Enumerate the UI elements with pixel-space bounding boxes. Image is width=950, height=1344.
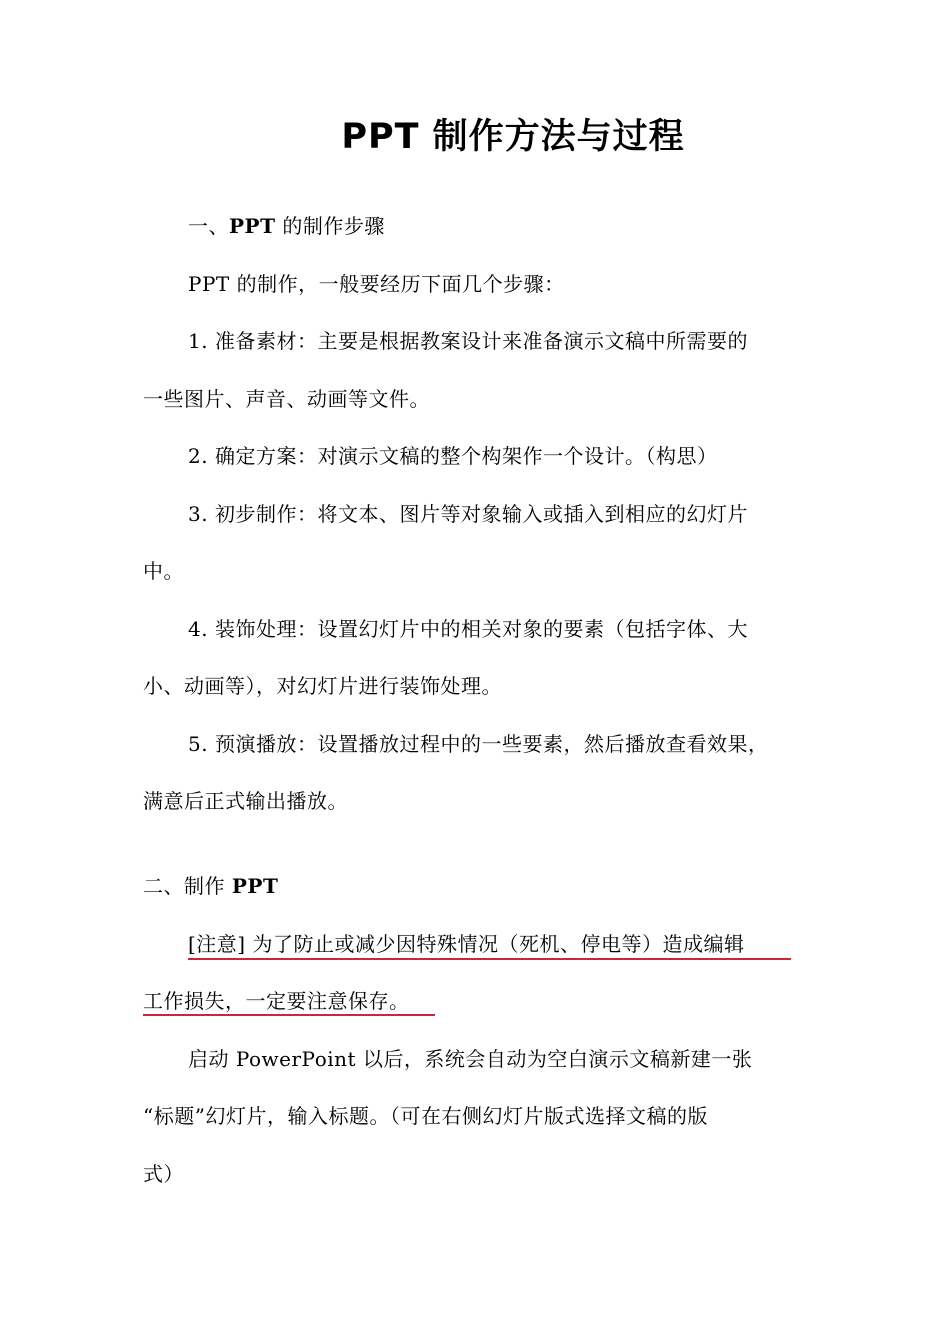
start-line2: “标题”幻灯片，输入标题。（可在右侧幻灯片版式选择文稿的版 xyxy=(143,1104,708,1128)
step5-line2: 满意后正式输出播放。 xyxy=(143,789,348,813)
section-heading-1-bold: PPT xyxy=(229,214,276,238)
document-title: PPT 制作方法与过程 xyxy=(341,117,685,157)
section-heading-2 xyxy=(143,872,278,900)
section-heading-2-bold: PPT xyxy=(231,874,279,898)
step1-line1: 1. 准备素材：主要是根据教案设计来准备演示文稿中所需要的 xyxy=(188,329,748,353)
step4-line1: 4. 装饰处理：设置幻灯片中的相关对象的要素（包括字体、大 xyxy=(188,617,748,641)
section-heading-2-prefix: 二、制作 xyxy=(143,874,232,898)
section-heading-1-suffix: 的制作步骤 xyxy=(275,214,385,238)
note-line2: 工作损失，一定要注意保存。 xyxy=(143,989,410,1013)
section-heading-1 xyxy=(188,212,385,240)
step1-line2: 一些图片、声音、动画等文件。 xyxy=(143,387,430,411)
start-line1: 启动 PowerPoint 以后，系统会自动为空白演示文稿新建一张 xyxy=(188,1047,753,1071)
section-heading-1-prefix: 一、 xyxy=(188,214,229,238)
note-line1: [注意] 为了防止或减少因特殊情况（死机、停电等）造成编辑 xyxy=(188,932,745,956)
note-underline-2 xyxy=(143,1014,435,1016)
step3-line2: 中。 xyxy=(143,559,184,583)
step3-line1: 3. 初步制作：将文本、图片等对象输入或插入到相应的幻灯片 xyxy=(188,502,748,526)
step2-line1: 2. 确定方案：对演示文稿的整个构架作一个设计。（构思） xyxy=(188,444,718,468)
start-line3: 式） xyxy=(143,1162,184,1186)
note-underline-1 xyxy=(188,958,791,960)
step5-line1: 5. 预演播放：设置播放过程中的一些要素，然后播放查看效果， xyxy=(188,732,769,756)
intro-paragraph: PPT 的制作，一般要经历下面几个步骤： xyxy=(188,272,565,296)
step4-line2: 小、动画等），对幻灯片进行装饰处理。 xyxy=(143,674,502,698)
